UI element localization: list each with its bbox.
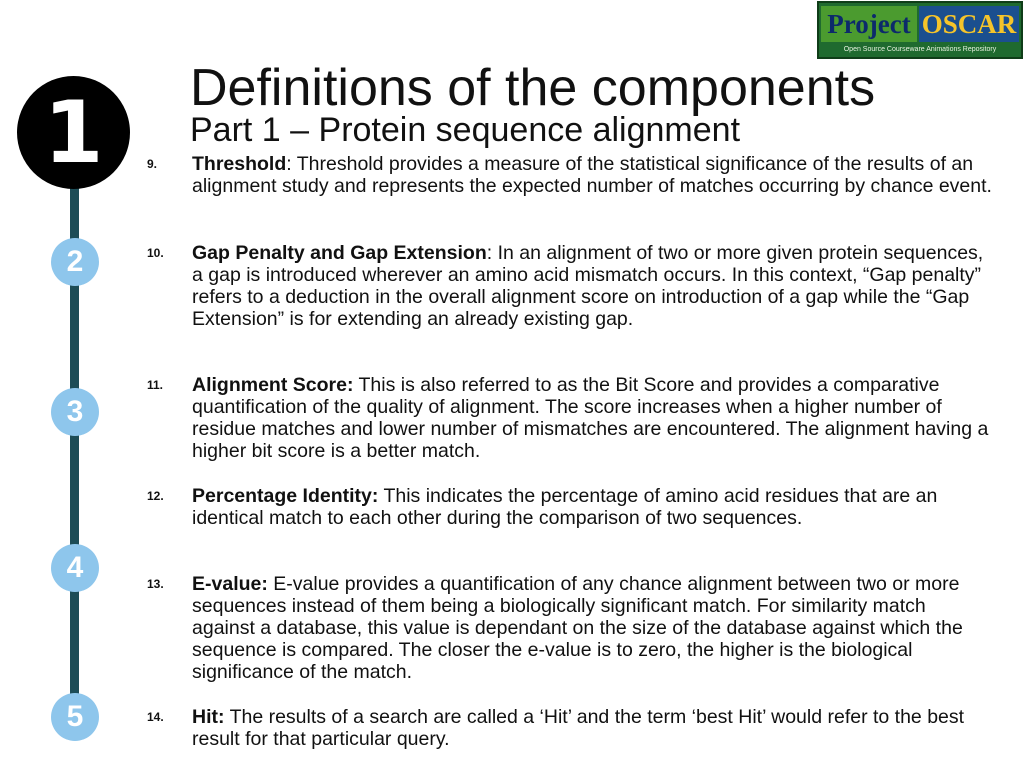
item-description: : Threshold provides a measure of the statistical significance of the results of an alignment study and represents the expected number of matches occurring by chance event.: [192, 153, 992, 197]
item-number: 14.: [147, 710, 164, 724]
item-term: Alignment Score:: [192, 374, 354, 396]
item-text: [192, 153, 992, 197]
logo-wordmark: [821, 6, 1019, 42]
item-term: Hit:: [192, 706, 225, 728]
page-title: Definitions of the components: [190, 59, 876, 117]
item-text: [192, 485, 992, 529]
step-2-button[interactable]: 2: [51, 238, 99, 286]
item-text: [192, 374, 992, 462]
step-3-button[interactable]: 3: [51, 388, 99, 436]
item-number: 10.: [147, 246, 164, 260]
item-number: 9.: [147, 157, 158, 171]
logo-word-project: Project: [821, 6, 917, 42]
step-5-button[interactable]: 5: [51, 693, 99, 741]
step-1-current[interactable]: 1: [17, 76, 130, 189]
item-text: [192, 242, 992, 330]
item-description: : In an alignment of two or more given protein sequences, a gap is introduced wherever an amino acid mismatch occurs. In this context, “Gap penalty” refers to a deduction in the overall alignment score on introduction of a gap while the “Gap Extension” is for extending an already existing gap.: [192, 242, 984, 330]
item-description: This is also referred to as the Bit Score and provides a comparative quantification of the quality of alignment. The score increases when a higher number of residue matches and lower number of mismatches are encountered. The alignment having a higher bit score is a better match.: [192, 374, 989, 462]
item-description: This indicates the percentage of amino acid residues that are an identical match to each other during the comparison of two sequences.: [192, 485, 938, 529]
item-term: Percentage Identity:: [192, 485, 379, 507]
item-number: 13.: [147, 577, 164, 591]
item-term: Gap Penalty and Gap Extension: [192, 242, 487, 264]
item-description: The results of a search are called a ‘Hit’ and the term ‘best Hit’ would refer to the best result for that particular query.: [192, 706, 965, 750]
item-term: Threshold: [192, 153, 287, 175]
step-4-button[interactable]: 4: [51, 544, 99, 592]
item-term: E-value:: [192, 573, 268, 595]
item-text: [192, 573, 992, 683]
item-description: E-value provides a quantification of any chance alignment between two or more sequences instead of them being a biologically significant match. For similarity match against a database, this value is dependant on the size of the database against which the sequence is compared. The closer the e-value is to zero, the higher is the biological significance of the match.: [192, 573, 963, 683]
project-oscar-logo: [817, 1, 1023, 59]
item-text: [192, 706, 992, 750]
item-number: 11.: [147, 378, 164, 392]
logo-tagline: Open Source Courseware Animations Repository: [843, 46, 997, 53]
page-subtitle: Part 1 – Protein sequence alignment: [190, 111, 741, 149]
logo-word-oscar: OSCAR: [919, 6, 1019, 42]
item-number: 12.: [147, 489, 164, 503]
